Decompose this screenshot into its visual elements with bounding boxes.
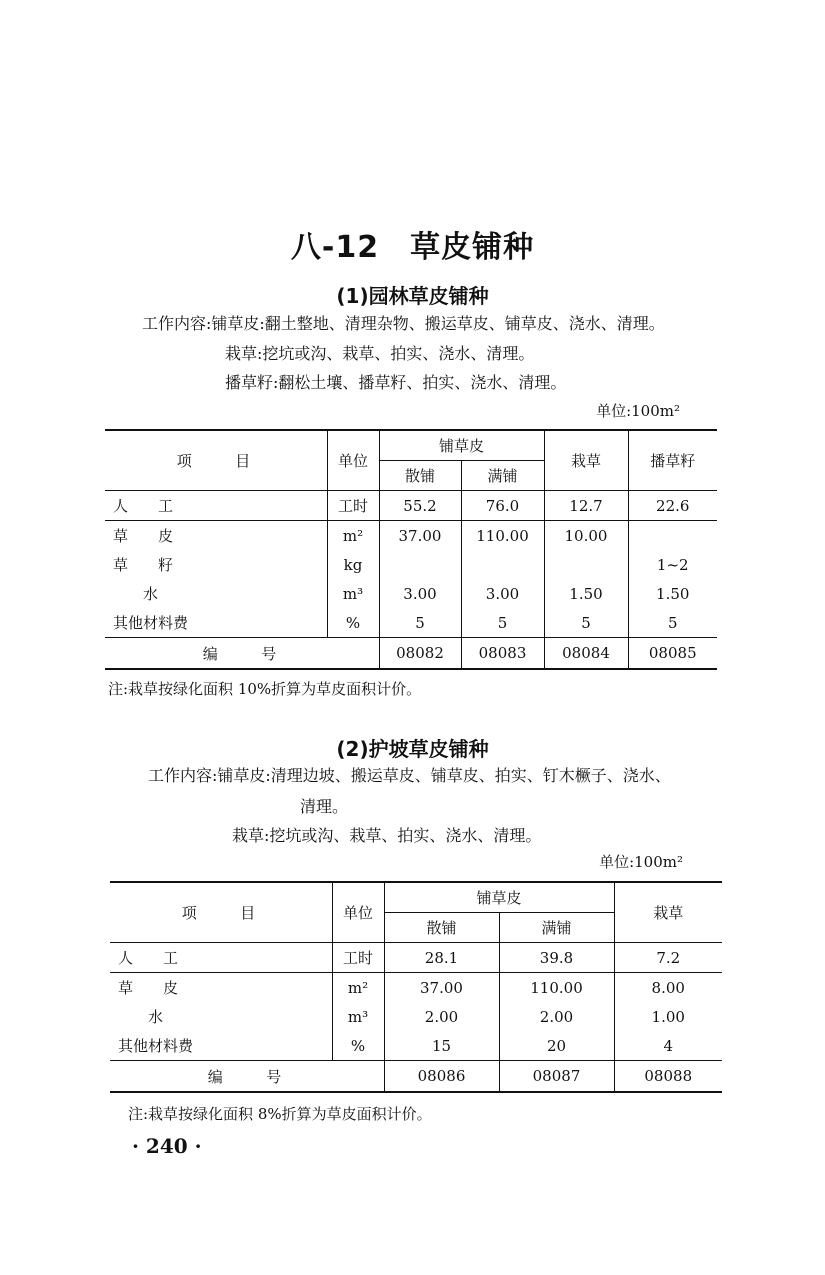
code-row: 编 号 08086 08087 08088 [110,1061,722,1093]
table-row: 草 皮 m² 37.00 110.00 10.00 [105,521,717,551]
table-row: 水 m³ 2.00 2.00 1.00 [110,1002,722,1031]
header-col2: 满铺 [499,913,614,943]
header-item: 项 目 [105,430,327,491]
section1-table [105,429,717,670]
code-label: 编 号 [105,638,379,670]
table-row: 其他材料费 % 15 20 4 [110,1031,722,1061]
section2-title: (2)护坡草皮铺种 [336,737,489,761]
section1-work-line-2: 栽草:挖坑或沟、栽草、拍实、浇水、清理。 [225,344,535,363]
header-col3: 栽草 [544,430,628,491]
code-row: 编 号 08082 08083 08084 08085 [105,638,717,670]
code-label: 编 号 [110,1061,384,1093]
section2-table [110,881,722,1093]
table-row: 人 工 工时 28.1 39.8 7.2 [110,943,722,973]
table-row: 草 籽 kg 1~2 [105,550,717,579]
header-col1: 散铺 [379,461,461,491]
page-number: · 240 · [132,1134,202,1158]
section2-unit: 单位:100m² [599,853,683,871]
header-col1: 散铺 [384,913,499,943]
table-row: 水 m³ 3.00 3.00 1.50 1.50 [105,579,717,608]
section1-unit: 单位:100m² [596,402,680,420]
section2-note: 注:栽草按绿化面积 8%折算为草皮面积计价。 [128,1105,432,1123]
header-group: 铺草皮 [379,430,544,461]
header-col3: 栽草 [614,882,722,943]
header-group: 铺草皮 [384,882,614,913]
table-row: 人 工 工时 55.2 76.0 12.7 22.6 [105,491,717,521]
header-unit: 单位 [332,882,384,943]
section2-work-line-2: 清理。 [300,797,349,816]
section1-title: (1)园林草皮铺种 [336,284,489,308]
section2-work-line-3: 栽草:挖坑或沟、栽草、拍实、浇水、清理。 [232,826,542,845]
header-item: 项 目 [110,882,332,943]
section1-work-line-1: 工作内容:铺草皮:翻土整地、清理杂物、搬运草皮、铺草皮、浇水、清理。 [142,314,665,333]
section1-work-line-3: 播草籽:翻松土壤、播草籽、拍实、浇水、清理。 [225,373,567,392]
header-col2: 满铺 [461,461,544,491]
table-row: 其他材料费 % 5 5 5 5 [105,608,717,638]
section1-note: 注:栽草按绿化面积 10%折算为草皮面积计价。 [108,680,422,698]
chapter-title: 八-12 草皮铺种 [290,230,535,265]
header-unit: 单位 [327,430,379,491]
header-col4: 播草籽 [628,430,717,491]
table-row: 草 皮 m² 37.00 110.00 8.00 [110,973,722,1003]
section2-work-line-1: 工作内容:铺草皮:清理边坡、搬运草皮、铺草皮、拍实、钉木橛子、浇水、 [148,766,671,785]
